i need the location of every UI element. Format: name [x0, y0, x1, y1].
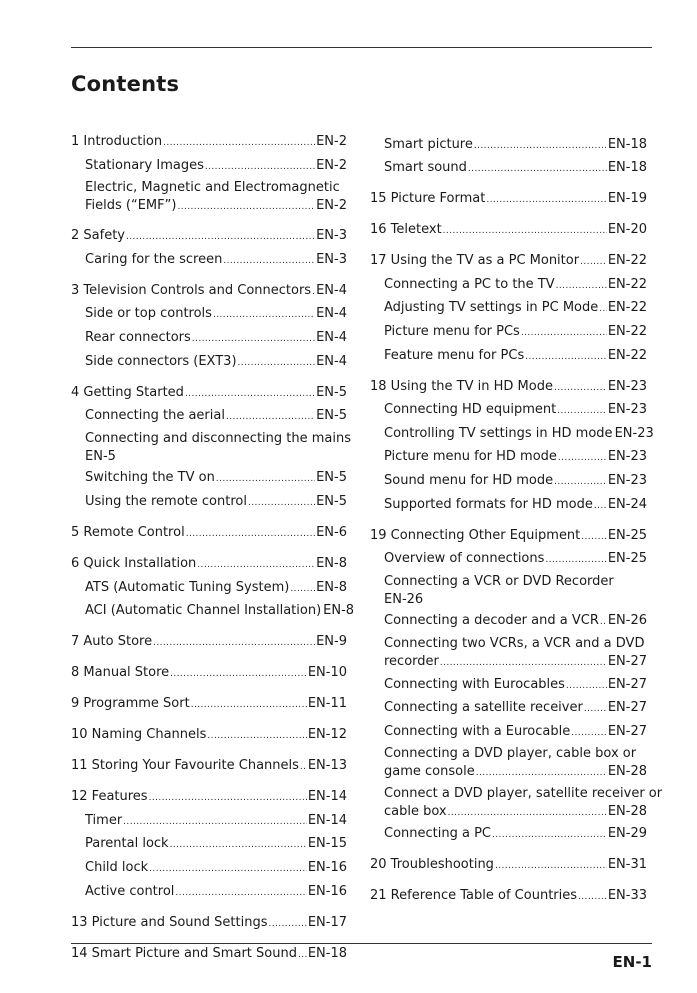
- bottom-rule: [71, 943, 652, 944]
- toc-entry-title: Switching the TV on: [85, 470, 215, 486]
- toc-entry-title: Adjusting TV settings in PC Mode: [384, 300, 599, 316]
- toc-page-number: EN-27: [607, 653, 647, 669]
- toc-section-entry: [370, 573, 647, 609]
- toc-entry-title: Smart picture: [384, 136, 473, 152]
- toc-section-entry: [71, 179, 347, 216]
- toc-page-number: EN-14: [307, 789, 347, 805]
- toc-section-entry: [71, 811, 347, 832]
- toc-chapter-entry: [71, 632, 347, 653]
- toc-page-number: EN-13: [307, 758, 347, 774]
- toc-page-number: EN-4: [316, 306, 347, 322]
- toc-page-number: EN-24: [607, 496, 647, 512]
- dot-leader: [126, 226, 315, 247]
- toc-section-entry: [370, 745, 647, 782]
- toc-section-entry: [370, 275, 647, 296]
- toc-chapter-entry: [71, 132, 347, 153]
- toc-entry-title: Picture menu for PCs: [384, 323, 520, 339]
- toc-page-number: EN-31: [607, 857, 647, 873]
- toc-page-number: EN-4: [316, 282, 347, 298]
- toc-section-entry: [71, 601, 355, 622]
- dot-leader: [448, 803, 607, 822]
- toc-page-number: EN-8: [323, 603, 355, 619]
- dot-leader: [599, 298, 607, 319]
- toc-left-column: [71, 132, 355, 965]
- toc-page-number: EN-2: [316, 198, 347, 214]
- page-number: EN-1: [612, 953, 652, 971]
- toc-page-number: EN-23: [607, 402, 647, 418]
- dot-leader: [486, 189, 607, 210]
- toc-page-number: EN-16: [307, 859, 347, 875]
- dot-leader: [213, 304, 315, 325]
- toc-entry-title: 15 Picture Format: [370, 191, 486, 207]
- toc-entry-title-continued: recorder: [384, 653, 439, 669]
- dot-leader: [149, 858, 307, 879]
- dot-leader: [123, 811, 307, 832]
- toc-page-number: EN-22: [607, 276, 647, 292]
- toc-section-entry: [71, 468, 347, 489]
- dot-leader: [468, 158, 607, 179]
- toc-section-entry: [370, 495, 647, 516]
- toc-page-number: EN-18: [307, 945, 347, 961]
- toc-page-number: EN-17: [307, 914, 347, 930]
- dot-leader: [163, 132, 315, 153]
- toc-page-number: EN-22: [607, 347, 647, 363]
- toc-entry-title: 14 Smart Picture and Smart Sound: [71, 945, 297, 961]
- toc-page-number: EN-16: [307, 883, 347, 899]
- toc-page-number: EN-28: [607, 764, 647, 780]
- toc-entry-title: Connecting HD equipment: [384, 402, 557, 418]
- toc-page-number: EN-15: [307, 836, 347, 852]
- toc-entry-title: Stationary Images: [85, 157, 204, 173]
- toc-section-entry: [71, 430, 351, 466]
- dot-leader: [492, 824, 607, 845]
- toc-section-entry: [71, 406, 347, 427]
- dot-leader: [248, 492, 315, 513]
- toc-entry-title: 11 Storing Your Favourite Channels: [71, 758, 299, 774]
- toc-page-number: EN-26: [607, 613, 647, 629]
- dot-leader: [216, 468, 315, 489]
- toc-entry-title: Connecting a PC: [384, 826, 492, 842]
- dot-leader: [554, 471, 607, 492]
- dot-leader: [578, 886, 607, 907]
- toc-page-number: EN-26: [384, 591, 424, 607]
- dot-leader: [584, 698, 607, 719]
- dot-leader: [443, 220, 607, 241]
- toc-right-column: [370, 132, 663, 907]
- toc-page-number: EN-18: [607, 136, 647, 152]
- dot-leader: [594, 495, 607, 516]
- toc-entry-title: 13 Picture and Sound Settings: [71, 914, 268, 930]
- toc-chapter-entry: [370, 220, 647, 241]
- dot-leader: [600, 611, 607, 632]
- toc-chapter-entry: [71, 787, 347, 808]
- toc-chapter-entry: [370, 886, 647, 907]
- toc-page-number: EN-5: [316, 408, 347, 424]
- toc-entry-title: Connecting with a Eurocable: [384, 723, 571, 739]
- toc-page-number: EN-4: [316, 353, 347, 369]
- toc-section-entry: [71, 578, 347, 599]
- toc-page-number: EN-22: [607, 253, 647, 269]
- toc-page-number: EN-11: [307, 696, 347, 712]
- toc-entry-title: Connecting with Eurocables: [384, 676, 565, 692]
- toc-chapter-entry: [370, 377, 647, 398]
- toc-section-entry: [370, 698, 647, 719]
- toc-entry-title: 17 Using the TV as a PC Monitor: [370, 253, 580, 269]
- toc-entry-title: Using the remote control: [85, 493, 247, 509]
- toc-section-entry: [71, 304, 347, 325]
- toc-page-number: EN-25: [607, 527, 647, 543]
- toc-section-entry: [370, 400, 647, 421]
- dot-leader: [580, 251, 607, 272]
- dot-leader: [175, 882, 306, 903]
- toc-chapter-entry: [370, 526, 647, 547]
- toc-entry-title: Controlling TV settings in HD mode: [384, 425, 613, 441]
- dot-leader: [312, 281, 315, 302]
- dot-leader: [149, 787, 307, 808]
- toc-page-number: EN-23: [614, 425, 654, 441]
- toc-section-entry: [370, 635, 647, 672]
- toc-section-entry: [370, 447, 647, 468]
- dot-leader: [238, 352, 316, 373]
- toc-section-entry: [370, 785, 663, 822]
- toc-page-number: EN-23: [607, 378, 647, 394]
- toc-entry-title: Picture menu for HD mode: [384, 449, 557, 465]
- toc-chapter-entry: [71, 383, 347, 404]
- toc-page-number: EN-33: [607, 888, 647, 904]
- toc-page-number: EN-27: [607, 700, 647, 716]
- dot-leader: [554, 377, 607, 398]
- toc-entry-title: 18 Using the TV in HD Mode: [370, 378, 553, 394]
- dot-leader: [476, 763, 607, 782]
- toc-page-number: EN-5: [316, 384, 347, 400]
- toc-page-number: EN-23: [607, 449, 647, 465]
- toc-section-entry: [370, 471, 647, 492]
- toc-entry-title: 3 Television Controls and Connectors: [71, 282, 312, 298]
- toc-entry-title: Connecting a satellite receiver: [384, 700, 583, 716]
- toc-section-entry: [71, 492, 347, 513]
- toc-entry-title: 1 Introduction: [71, 134, 163, 149]
- toc-page-number: EN-8: [316, 555, 347, 571]
- toc-entry-title: ACI (Automatic Channel Installation): [85, 603, 322, 619]
- toc-section-entry: [370, 135, 647, 156]
- toc-entry-title: 9 Programme Sort: [71, 696, 190, 712]
- dot-leader: [495, 855, 607, 876]
- toc-entry-title: ATS (Automatic Tuning System): [85, 579, 290, 595]
- toc-chapter-entry: [71, 663, 347, 684]
- dot-leader: [474, 135, 607, 156]
- dot-leader: [197, 554, 315, 575]
- toc-entry-title: Supported formats for HD mode: [384, 496, 593, 512]
- dot-leader: [300, 756, 307, 777]
- dot-leader: [170, 663, 307, 684]
- toc-page-number: EN-2: [316, 157, 347, 173]
- toc-page-number: EN-8: [316, 579, 347, 595]
- toc-entry-title: Smart sound: [384, 160, 467, 176]
- toc-chapter-entry: [71, 523, 347, 544]
- toc-entry-title: Connecting and disconnecting the mains: [85, 430, 351, 446]
- dot-leader: [440, 653, 607, 672]
- toc-entry-title: 10 Naming Channels: [71, 727, 207, 743]
- toc-page-number: EN-6: [316, 524, 347, 540]
- toc-entry-title-continued: cable box: [384, 803, 447, 819]
- dot-leader: [525, 346, 607, 367]
- top-rule: [71, 47, 652, 48]
- dot-leader: [223, 250, 315, 271]
- toc-page-number: EN-19: [607, 191, 647, 207]
- toc-entry-title: Side or top controls: [85, 306, 212, 322]
- toc-chapter-entry: [71, 694, 347, 715]
- toc-page-number: EN-12: [307, 727, 347, 743]
- dot-leader: [290, 578, 315, 599]
- toc-section-entry: [71, 328, 347, 349]
- toc-chapter-entry: [71, 281, 347, 302]
- toc-section-entry: [370, 158, 647, 179]
- toc-chapter-entry: [71, 554, 347, 575]
- toc-entry-title: Connecting two VCRs, a VCR and a DVD: [384, 635, 645, 651]
- toc-section-entry: [370, 424, 654, 445]
- toc-section-entry: [71, 250, 347, 271]
- toc-entry-title: Connecting a PC to the TV: [384, 276, 555, 292]
- toc-entry-title: 20 Troubleshooting: [370, 857, 494, 873]
- toc-entry-title-continued: game console: [384, 764, 475, 780]
- toc-entry-title: Rear connectors: [85, 329, 191, 345]
- dot-leader: [566, 675, 607, 696]
- toc-page-number: EN-2: [316, 134, 347, 149]
- toc-entry-title: 6 Quick Installation: [71, 555, 197, 571]
- toc-entry-title: Child lock: [85, 859, 149, 875]
- dot-leader: [170, 834, 307, 855]
- toc-entry-title-continued: Fields (“EMF”): [85, 198, 177, 214]
- dot-leader: [269, 913, 307, 934]
- dot-leader: [521, 322, 607, 343]
- toc-page-number: EN-23: [607, 472, 647, 488]
- dot-leader: [226, 406, 315, 427]
- toc-page-number: EN-5: [316, 470, 347, 486]
- toc-entry-title: 5 Remote Control: [71, 524, 185, 540]
- toc-page-number: EN-18: [607, 160, 647, 176]
- toc-page-number: EN-10: [307, 665, 347, 681]
- dot-leader: [571, 722, 607, 743]
- toc-entry-title: Timer: [85, 812, 123, 828]
- toc-page-number: EN-28: [607, 803, 647, 819]
- toc-entry-title: 8 Manual Store: [71, 665, 170, 681]
- toc-chapter-entry: [370, 855, 647, 876]
- dot-leader: [298, 944, 307, 965]
- toc-entry-title: 12 Features: [71, 789, 148, 805]
- toc-page-number: EN-27: [607, 676, 647, 692]
- toc-entry-title: Active control: [85, 883, 175, 899]
- toc-page-number: EN-27: [607, 723, 647, 739]
- toc-page-number: EN-3: [316, 228, 347, 244]
- toc-page-number: EN-29: [607, 826, 647, 842]
- dot-leader: [556, 275, 607, 296]
- toc-entry-title: 21 Reference Table of Countries: [370, 888, 578, 904]
- toc-section-entry: [370, 824, 647, 845]
- dot-leader: [153, 632, 315, 653]
- toc-page-number: EN-25: [607, 551, 647, 567]
- toc-section-entry: [71, 156, 347, 177]
- toc-entry-title: Parental lock: [85, 836, 169, 852]
- toc-section-entry: [370, 346, 647, 367]
- dot-leader: [186, 523, 315, 544]
- toc-entry-title: 19 Connecting Other Equipment: [370, 527, 581, 543]
- dot-leader: [191, 694, 307, 715]
- toc-entry-title: Feature menu for PCs: [384, 347, 525, 363]
- toc-entry-title: Connecting a VCR or DVD Recorder: [384, 573, 614, 589]
- toc-entry-title: Caring for the screen: [85, 251, 223, 267]
- toc-entry-title: Side connectors (EXT3): [85, 353, 237, 369]
- toc-page-number: EN-22: [607, 323, 647, 339]
- toc-page-number: EN-5: [85, 448, 116, 464]
- dot-leader: [207, 725, 306, 746]
- toc-section-entry: [71, 352, 347, 373]
- toc-entry-title: Connect a DVD player, satellite receiver or: [384, 785, 663, 801]
- toc-section-entry: [71, 858, 347, 879]
- toc-chapter-entry: [71, 756, 347, 777]
- toc-section-entry: [370, 298, 647, 319]
- toc-entry-title: 4 Getting Started: [71, 384, 184, 400]
- toc-page-number: EN-5: [316, 493, 347, 509]
- toc-section-entry: [370, 549, 647, 570]
- toc-chapter-entry: [71, 913, 347, 934]
- dot-leader: [557, 400, 607, 421]
- toc-chapter-entry: [71, 944, 347, 965]
- dot-leader: [185, 383, 315, 404]
- toc-section-entry: [370, 611, 647, 632]
- toc-chapter-entry: [370, 251, 647, 272]
- toc-chapter-entry: [71, 226, 347, 247]
- toc-entry-title: Sound menu for HD mode: [384, 472, 554, 488]
- toc-page-number: EN-3: [316, 251, 347, 267]
- toc-entry-title: 7 Auto Store: [71, 634, 153, 650]
- toc-section-entry: [370, 675, 647, 696]
- dot-leader: [581, 526, 607, 547]
- toc-entry-title: Overview of connections: [384, 551, 545, 567]
- toc-section-entry: [370, 322, 647, 343]
- dot-leader: [558, 447, 607, 468]
- toc-entry-title: Electric, Magnetic and Electromagnetic: [85, 180, 340, 196]
- toc-page-number: EN-22: [607, 300, 647, 316]
- dot-leader: [177, 197, 315, 216]
- toc-entry-title: 2 Safety: [71, 228, 125, 244]
- toc-page-number: EN-4: [316, 329, 347, 345]
- toc-entry-title: Connecting a decoder and a VCR: [384, 613, 599, 629]
- dot-leader: [545, 549, 606, 570]
- dot-leader: [192, 328, 315, 349]
- toc-section-entry: [71, 882, 347, 903]
- toc-entry-title: 16 Teletext: [370, 222, 442, 238]
- toc-entry-title: Connecting a DVD player, cable box or: [384, 746, 637, 762]
- page-title: Contents: [71, 72, 180, 96]
- toc-page-number: EN-9: [316, 634, 347, 650]
- dot-leader: [205, 156, 315, 177]
- toc-page-number: EN-20: [607, 222, 647, 238]
- toc-chapter-entry: [370, 189, 647, 210]
- toc-page-number: EN-14: [307, 812, 347, 828]
- toc-section-entry: [71, 834, 347, 855]
- toc-chapter-entry: [71, 725, 347, 746]
- toc-entry-title: Connecting the aerial: [85, 408, 225, 424]
- toc-section-entry: [370, 722, 647, 743]
